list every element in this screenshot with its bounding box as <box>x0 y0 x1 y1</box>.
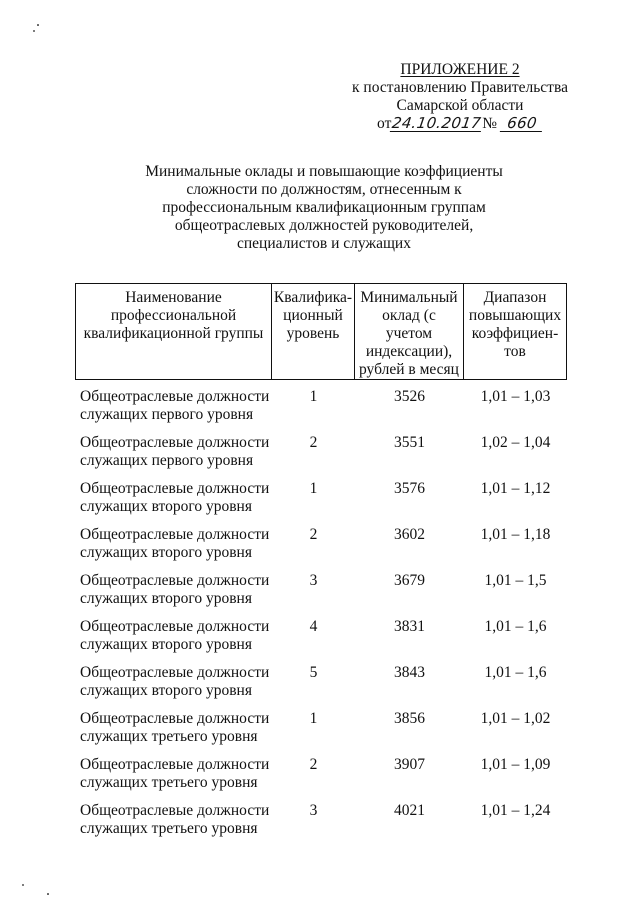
table-row <box>75 710 567 756</box>
qualification-group-line: служащих первого уровня <box>80 452 254 469</box>
qualification-group-cell <box>75 664 272 710</box>
header-line: оклад (с <box>382 307 436 324</box>
heading-line: общеотраслевых должностей руководителей, <box>174 217 474 234</box>
header-line: рублей в месяц <box>359 361 459 378</box>
qualification-group-line: Общеотраслевые должности <box>80 710 270 727</box>
coefficient-range-cell: 1,01 – 1,18 <box>480 526 551 543</box>
heading-line: Минимальные оклады и повышающие коэффициенты <box>145 163 503 180</box>
qualification-group-line: Общеотраслевые должности <box>80 756 270 773</box>
coefficient-range-cell: 1,01 – 1,24 <box>480 802 551 819</box>
appendix-title-line <box>340 61 580 79</box>
header-line: повышающих <box>468 307 562 324</box>
minimum-salary-cell: 3831 <box>394 618 425 635</box>
header-line: Диапазон <box>483 289 547 306</box>
coefficient-range-cell: 1,01 – 1,6 <box>484 664 547 681</box>
scan-speck <box>47 893 49 895</box>
minimum-salary-cell: 3843 <box>394 664 425 681</box>
minimum-salary-cell: 3551 <box>394 434 425 451</box>
qualification-group-cell <box>75 572 272 618</box>
qualification-group-cell <box>75 756 272 802</box>
table-row <box>75 526 567 572</box>
qualification-group-line: Общеотраслевые должности <box>80 434 270 451</box>
qualification-group-line: служащих второго уровня <box>80 636 252 653</box>
qualification-group-cell <box>75 480 272 526</box>
qualification-level-cell: 3 <box>309 572 318 589</box>
qualification-group-line: служащих третьего уровня <box>80 774 258 791</box>
minimum-salary-cell: 3526 <box>394 388 425 405</box>
table-row <box>75 756 567 802</box>
minimum-salary-cell: 3856 <box>394 710 425 727</box>
qualification-group-line: служащих третьего уровня <box>80 820 258 837</box>
qualification-level-cell: 1 <box>309 710 318 727</box>
table-row <box>75 388 567 434</box>
qualification-group-cell <box>75 710 272 756</box>
qualification-group-line: Общеотраслевые должности <box>80 572 270 589</box>
header-line: тов <box>504 343 526 360</box>
qualification-group-cell <box>75 388 272 434</box>
qualification-group-cell <box>75 618 272 664</box>
table-row <box>75 480 567 526</box>
header-line: Наименование <box>125 289 222 306</box>
appendix-resolution-line: к постановлению Правительства <box>352 79 568 96</box>
handwritten-number: 660 <box>500 115 544 132</box>
handwritten-date: 24.10.2017 <box>391 114 483 132</box>
header-minimum-salary <box>355 284 464 379</box>
header-line: Квалифика- <box>273 289 353 306</box>
header-line: уровень <box>286 325 340 342</box>
qualification-group-line: Общеотраслевые должности <box>80 664 270 681</box>
appendix-region-line: Самарской области <box>396 97 524 114</box>
coefficient-range-cell: 1,01 – 1,12 <box>480 480 551 497</box>
table-row <box>75 618 567 664</box>
qualification-group-line: служащих второго уровня <box>80 590 252 607</box>
table-row <box>75 434 567 480</box>
qualification-group-line: служащих третьего уровня <box>80 728 258 745</box>
minimum-salary-cell: 3907 <box>394 756 425 773</box>
header-qualification-level <box>272 284 355 379</box>
document-heading <box>24 163 624 253</box>
qualification-group-line: служащих второго уровня <box>80 544 252 561</box>
appendix-block <box>340 61 580 133</box>
qualification-group-line: Общеотраслевые должности <box>80 388 270 405</box>
header-line: профессиональной <box>110 307 237 324</box>
coefficient-range-cell: 1,01 – 1,5 <box>484 572 547 589</box>
coefficient-range-cell: 1,01 – 1,09 <box>480 756 551 773</box>
qualification-group-line: служащих второго уровня <box>80 682 252 699</box>
header-qualification-group <box>76 284 272 379</box>
header-line: учетом <box>385 325 433 342</box>
table-header <box>75 283 567 380</box>
scan-speck <box>22 884 24 886</box>
qualification-group-line: служащих второго уровня <box>80 498 252 515</box>
qualification-group-line: Общеотраслевые должности <box>80 526 270 543</box>
qualification-level-cell: 1 <box>309 388 318 405</box>
appendix-date-line <box>340 115 580 133</box>
qualification-group-cell <box>75 526 272 572</box>
heading-line: сложности по должностям, отнесенным к <box>186 181 462 198</box>
qualification-group-line: служащих первого уровня <box>80 406 254 423</box>
heading-line: специалистов и служащих <box>237 235 411 252</box>
header-line: коэффициен- <box>471 325 559 342</box>
table-row <box>75 664 567 710</box>
qualification-group-line: Общеотраслевые должности <box>80 618 270 635</box>
table-body <box>75 388 567 848</box>
qualification-level-cell: 5 <box>309 664 318 681</box>
qualification-group-line: Общеотраслевые должности <box>80 480 270 497</box>
coefficient-range-cell: 1,01 – 1,02 <box>480 710 551 727</box>
minimum-salary-cell: 3602 <box>394 526 425 543</box>
minimum-salary-cell: 4021 <box>394 802 425 819</box>
qualification-group-cell <box>75 434 272 480</box>
qualification-level-cell: 2 <box>309 526 318 543</box>
qualification-level-cell: 1 <box>309 480 318 497</box>
header-line: ционный <box>283 307 343 324</box>
header-line: Минимальный <box>360 289 458 306</box>
table-row <box>75 802 567 848</box>
heading-line: профессиональным квалификационным группам <box>162 199 486 216</box>
header-line: квалификационной группы <box>83 325 264 342</box>
qualification-level-cell: 3 <box>309 802 318 819</box>
header-line: индексации), <box>365 343 453 360</box>
number-sign: № <box>482 115 498 132</box>
coefficient-range-cell: 1,02 – 1,04 <box>480 434 551 451</box>
header-coefficient-range <box>464 284 566 379</box>
appendix-title: ПРИЛОЖЕНИЕ 2 <box>400 61 520 78</box>
qualification-group-cell <box>75 802 272 848</box>
scan-speck <box>37 24 39 26</box>
qualification-level-cell: 2 <box>309 756 318 773</box>
table-row <box>75 572 567 618</box>
scan-speck <box>33 30 35 32</box>
coefficient-range-cell: 1,01 – 1,6 <box>484 618 547 635</box>
date-prefix: от <box>377 115 392 132</box>
qualification-level-cell: 4 <box>309 618 318 635</box>
qualification-level-cell: 2 <box>309 434 318 451</box>
minimum-salary-cell: 3679 <box>394 572 425 589</box>
coefficient-range-cell: 1,01 – 1,03 <box>480 388 551 405</box>
minimum-salary-cell: 3576 <box>394 480 425 497</box>
qualification-group-line: Общеотраслевые должности <box>80 802 270 819</box>
